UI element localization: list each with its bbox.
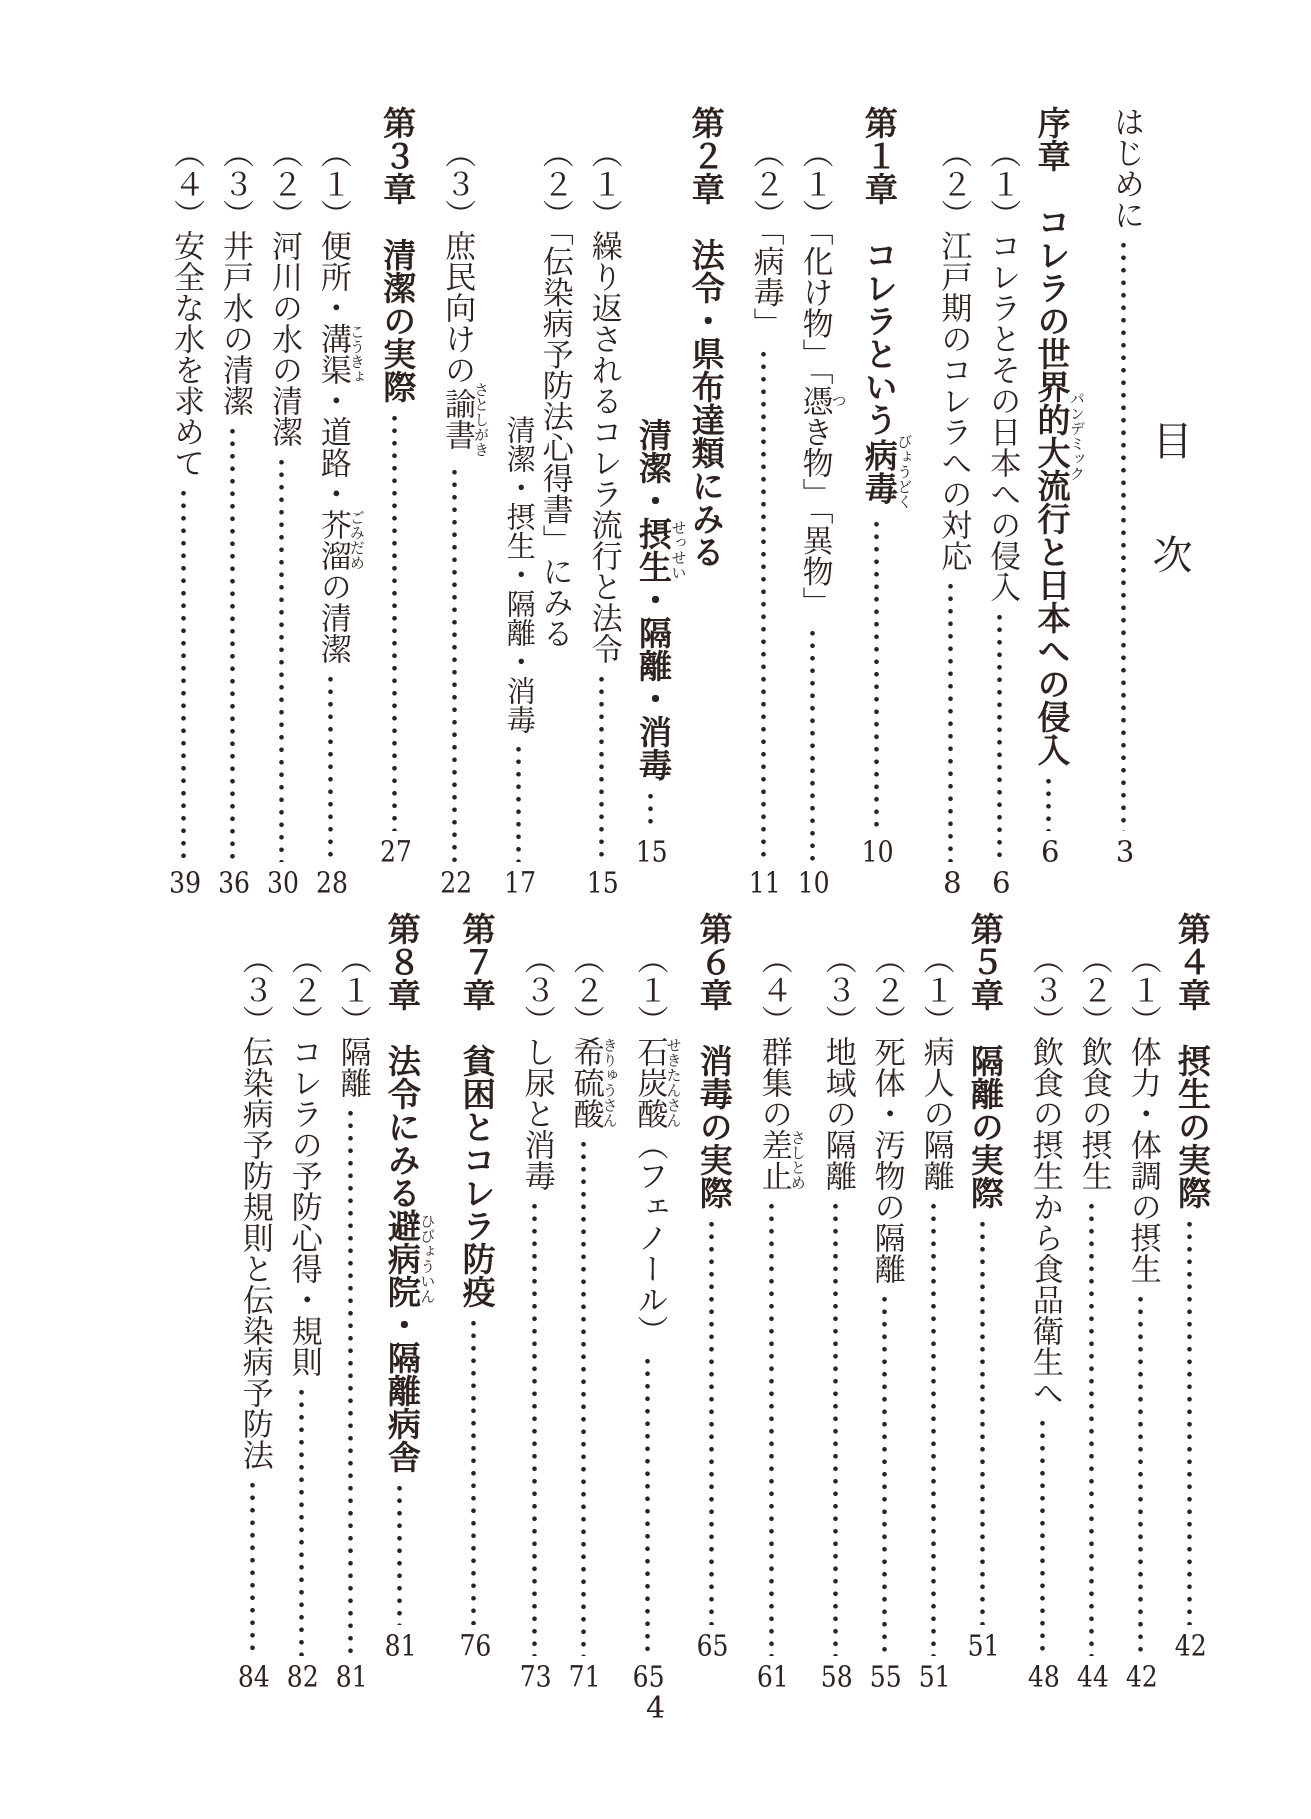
entry-title-line: （２）死体・汚物の隔離 xyxy=(868,943,905,1284)
entry-title xyxy=(755,943,806,1191)
ruby-base-text: 世界的大流行パンデミック xyxy=(1032,337,1087,535)
entry-title xyxy=(378,106,416,403)
toc-entry xyxy=(796,106,847,897)
toc-entry xyxy=(755,912,806,1691)
entry-page-number: 22 xyxy=(440,868,473,897)
entry-title-line: 第３章 清潔の実際 xyxy=(378,106,418,403)
toc-entry xyxy=(966,912,1004,1660)
entry-title xyxy=(216,137,252,416)
entry-title xyxy=(438,137,489,457)
ruby-base-text: 希硫酸きりゅうさん xyxy=(567,1036,619,1129)
dotted-leader xyxy=(983,611,1016,862)
entry-title xyxy=(868,943,904,1284)
dotted-leader xyxy=(1124,1293,1157,1656)
entry-title xyxy=(314,137,365,664)
entry-title xyxy=(1173,912,1211,1209)
entry-page-number: 73 xyxy=(519,1662,552,1691)
ruby-base-text: 憑つ xyxy=(796,385,848,416)
entry-title xyxy=(567,943,618,1129)
dotted-leader xyxy=(236,1479,269,1656)
dotted-leader xyxy=(285,1386,318,1656)
entry-page-number: 42 xyxy=(1125,1662,1158,1691)
furigana: きりゅうさん xyxy=(600,1036,619,1129)
entry-page-number: 11 xyxy=(748,868,781,897)
entry-title xyxy=(1032,106,1085,766)
entry-page-number: 48 xyxy=(1027,1662,1060,1691)
entry-title xyxy=(1075,943,1111,1191)
entry-page-number: 55 xyxy=(869,1662,902,1691)
dotted-leader xyxy=(334,1107,367,1656)
dotted-leader xyxy=(502,743,535,862)
furigana: さとしがき xyxy=(472,381,491,457)
entry-title xyxy=(334,943,370,1098)
ruby-base-text: 病毒びょうどく xyxy=(859,433,914,509)
toc-entry xyxy=(236,912,272,1691)
toc-entry xyxy=(383,912,436,1660)
entry-title-line: 第７章 貧困とコレラ防疫 xyxy=(457,912,497,1308)
dotted-leader xyxy=(585,673,618,862)
entry-title-line: （２）「伝染病予防法心得書」にみる xyxy=(536,137,573,649)
entry-title-line: 第６章 消毒の実際 xyxy=(694,912,734,1209)
toc-entry xyxy=(1173,912,1211,1660)
ruby-base-text: 差止さしとめ xyxy=(755,1129,807,1191)
entry-page-number: 27 xyxy=(379,837,412,866)
toc-entry xyxy=(216,106,252,897)
entry-page-number: 71 xyxy=(568,1662,601,1691)
entry-title-line: （１）石炭酸せきたんさん（フェノール） xyxy=(631,943,683,1346)
toc-entry xyxy=(934,106,970,897)
entry-page-number: 10 xyxy=(861,837,894,866)
toc-entry xyxy=(868,912,904,1691)
entry-title-line: （２）江戸期のコレラへの対応 xyxy=(935,137,972,571)
ruby-base-text: 避病院ひびょういん xyxy=(382,1209,437,1308)
ruby-base-text: 溝渠こうきょ xyxy=(314,323,366,385)
dotted-leader xyxy=(314,673,347,862)
entry-page-number: 65 xyxy=(696,1631,729,1660)
entry-title xyxy=(819,943,855,1191)
entry-title-line: （２）飲食の摂生 xyxy=(1075,943,1112,1191)
entry-page-number: 17 xyxy=(504,868,537,897)
entry-title-line: 序章 コレラの世界的大流行パンデミックと日本への侵入 xyxy=(1032,106,1087,766)
entry-title xyxy=(285,943,321,1377)
furigana: せっせい xyxy=(669,517,688,583)
dotted-leader xyxy=(755,1200,788,1656)
entry-title xyxy=(747,137,783,339)
entry-title xyxy=(1107,106,1143,230)
toc-entry xyxy=(567,912,618,1691)
entry-title-line: （１）体力・体調の摂生 xyxy=(1124,943,1161,1284)
entry-title xyxy=(585,137,621,664)
entry-title-line: （３）地域の隔離 xyxy=(819,943,856,1191)
furigana: パンデミック xyxy=(1068,337,1087,535)
toc-upper-section xyxy=(154,106,1192,897)
toc-entry xyxy=(860,106,913,866)
folio-page-number: 4 xyxy=(645,1691,666,1726)
entry-title-line: （２）希硫酸きりゅうさん xyxy=(567,943,619,1129)
entry-title-line: （３）飲食の摂生から食品衛生へ xyxy=(1026,943,1063,1408)
entry-title xyxy=(518,943,554,1191)
entry-title-line: （３）し尿と消毒 xyxy=(518,943,555,1191)
toc-entry xyxy=(285,912,321,1691)
entry-title-continuation: 清潔・摂生せっせい・隔離・消毒 xyxy=(633,418,688,781)
entry-title-line: 第１章 コレラという病毒びょうどく xyxy=(859,106,914,509)
entry-title xyxy=(917,943,953,1191)
entry-page-number: 51 xyxy=(967,1631,1000,1660)
ruby-base-text: 芥溜ごみだめ xyxy=(314,509,366,571)
entry-page-number: 81 xyxy=(384,1631,417,1660)
entry-page-number: 44 xyxy=(1076,1662,1109,1691)
toc-entry xyxy=(983,106,1019,897)
entry-page-number: 3 xyxy=(1115,837,1135,866)
entry-page-number: 15 xyxy=(635,837,668,866)
furigana: つ xyxy=(829,385,848,416)
entry-page-number: 81 xyxy=(335,1662,368,1691)
dotted-leader xyxy=(457,1317,490,1625)
entry-title-line: （１）便所・溝渠こうきょ・道路・芥溜ごみだめの清潔 xyxy=(314,137,366,664)
toc-entry xyxy=(585,106,621,897)
toc-entry xyxy=(747,106,783,897)
dotted-leader xyxy=(868,1293,901,1656)
dotted-leader xyxy=(747,348,780,863)
toc-entry xyxy=(634,106,725,866)
dotted-leader xyxy=(438,466,471,862)
entry-title-line: （３）井戸水の清潔 xyxy=(217,137,254,416)
entry-page-number: 8 xyxy=(943,868,962,897)
entry-title xyxy=(167,137,203,478)
toc-entry xyxy=(378,106,416,866)
dotted-leader xyxy=(860,518,893,831)
entry-title-line: （４）群集の差止さしとめ xyxy=(755,943,807,1191)
toc-entry xyxy=(695,912,733,1660)
dotted-leader xyxy=(1026,1417,1059,1656)
ruby-base-text: 摂生せっせい xyxy=(633,517,688,583)
entry-title xyxy=(634,106,725,781)
furigana: ひびょういん xyxy=(418,1209,437,1308)
toc-entry xyxy=(167,106,203,897)
dotted-leader xyxy=(567,1138,600,1656)
furigana: ごみだめ xyxy=(347,509,366,571)
entry-title-continuation: 清潔・摂生・隔離・消毒 xyxy=(502,415,537,734)
entry-page-number: 84 xyxy=(237,1662,270,1691)
entry-page-number: 6 xyxy=(992,868,1011,897)
entry-title xyxy=(695,912,733,1209)
entry-title xyxy=(236,943,272,1470)
toc-entry xyxy=(1032,106,1085,866)
entry-title-line: 第２章 法令・県布達類にみる xyxy=(686,106,726,568)
dotted-leader xyxy=(1107,239,1140,831)
toc-entry xyxy=(1124,912,1160,1691)
dotted-leader xyxy=(917,1200,950,1656)
entry-title xyxy=(934,137,970,571)
furigana: びょうどく xyxy=(895,433,914,509)
toc-entry xyxy=(438,106,489,897)
toc-entry xyxy=(457,912,495,1660)
entry-title-line: 第４章 摂生の実際 xyxy=(1173,912,1212,1209)
entry-title-line: 第８章 法令にみる避病院ひびょういん・隔離病舎 xyxy=(382,912,437,1473)
entry-page-number: 15 xyxy=(586,868,619,897)
toc-title: 目 次 xyxy=(1146,420,1192,591)
entry-title-line: （３）庶民向けの諭書さとしがき xyxy=(439,137,491,457)
entry-title xyxy=(966,912,1004,1209)
dotted-leader xyxy=(378,412,411,831)
entry-title xyxy=(1124,943,1160,1284)
entry-page-number: 6 xyxy=(1041,837,1060,866)
toc-entry xyxy=(819,912,855,1691)
entry-title xyxy=(983,137,1019,602)
toc-entry xyxy=(334,912,370,1691)
toc-entry xyxy=(1107,106,1143,866)
entry-title xyxy=(265,137,301,447)
toc-entry xyxy=(518,912,554,1691)
toc-entry xyxy=(265,106,301,897)
dotted-leader xyxy=(167,487,200,862)
ruby-base-text: 石炭酸せきたんさん xyxy=(631,1036,683,1129)
dotted-leader xyxy=(216,425,249,862)
entry-title xyxy=(383,912,436,1473)
entry-title-line: （３）伝染病予防規則と伝染病予防法 xyxy=(236,943,273,1470)
dotted-leader xyxy=(1032,775,1065,831)
furigana: さしとめ xyxy=(788,1129,807,1191)
dotted-leader xyxy=(1075,1200,1108,1656)
entry-title-line: （２）コレラの予防心得・規則 xyxy=(285,943,322,1377)
entry-page-number: 10 xyxy=(797,868,830,897)
entry-title xyxy=(457,912,495,1308)
entry-title-line: （１）隔離 xyxy=(334,943,371,1098)
entry-title xyxy=(502,137,572,734)
entry-title-line: はじめに xyxy=(1108,106,1144,230)
entry-title-line: （１）「化け物」「憑つき物」「異物」 xyxy=(796,137,848,618)
ruby-base-text: 諭書さとしがき xyxy=(439,381,491,457)
toc-entry xyxy=(502,106,572,897)
dotted-leader xyxy=(934,580,967,862)
dotted-leader xyxy=(695,1218,728,1625)
toc-entry xyxy=(314,106,365,897)
toc-entry xyxy=(917,912,953,1691)
dotted-leader xyxy=(819,1200,852,1656)
entry-title xyxy=(1026,943,1062,1408)
entry-page-number: 42 xyxy=(1174,1631,1207,1660)
entry-title-line: （２）「病毒」 xyxy=(747,137,784,339)
entry-page-number: 65 xyxy=(632,1662,665,1691)
furigana: せきたんさん xyxy=(664,1036,683,1129)
entry-page-number: 61 xyxy=(756,1662,789,1691)
dotted-leader xyxy=(631,1355,664,1656)
entry-page-number: 51 xyxy=(918,1662,951,1691)
dotted-leader xyxy=(796,627,829,863)
entry-title-line: 第５章 隔離の実際 xyxy=(965,912,1005,1209)
toc-lower-section xyxy=(223,912,1212,1691)
entry-title-line: （１）コレラとその日本への侵入 xyxy=(984,137,1021,602)
toc-entry xyxy=(1026,912,1062,1691)
entry-page-number: 58 xyxy=(820,1662,853,1691)
entry-page-number: 36 xyxy=(218,868,250,897)
dotted-leader xyxy=(383,1482,416,1625)
entry-title-line: （２）河川の水の清潔 xyxy=(265,137,302,447)
entry-title xyxy=(860,106,913,509)
entry-title-line: （１）病人の隔離 xyxy=(917,943,954,1191)
entry-page-number: 30 xyxy=(267,868,299,897)
dotted-leader xyxy=(1173,1218,1206,1625)
entry-title xyxy=(796,137,847,618)
toc-entry xyxy=(631,912,682,1691)
entry-page-number: 82 xyxy=(286,1662,319,1691)
entry-title-line: （１）繰り返されるコレラ流行と法令 xyxy=(585,137,622,664)
furigana: こうきょ xyxy=(347,323,366,385)
entry-page-number: 28 xyxy=(316,868,348,897)
dotted-leader xyxy=(634,790,667,831)
toc-entry xyxy=(1075,912,1111,1691)
entry-page-number: 76 xyxy=(459,1631,492,1660)
entry-title xyxy=(631,943,682,1346)
entry-title-line: （４）安全な水を求めて xyxy=(168,137,205,478)
dotted-leader xyxy=(966,1218,999,1625)
dotted-leader xyxy=(265,456,298,862)
entry-page-number: 39 xyxy=(169,868,202,897)
dotted-leader xyxy=(518,1200,551,1656)
